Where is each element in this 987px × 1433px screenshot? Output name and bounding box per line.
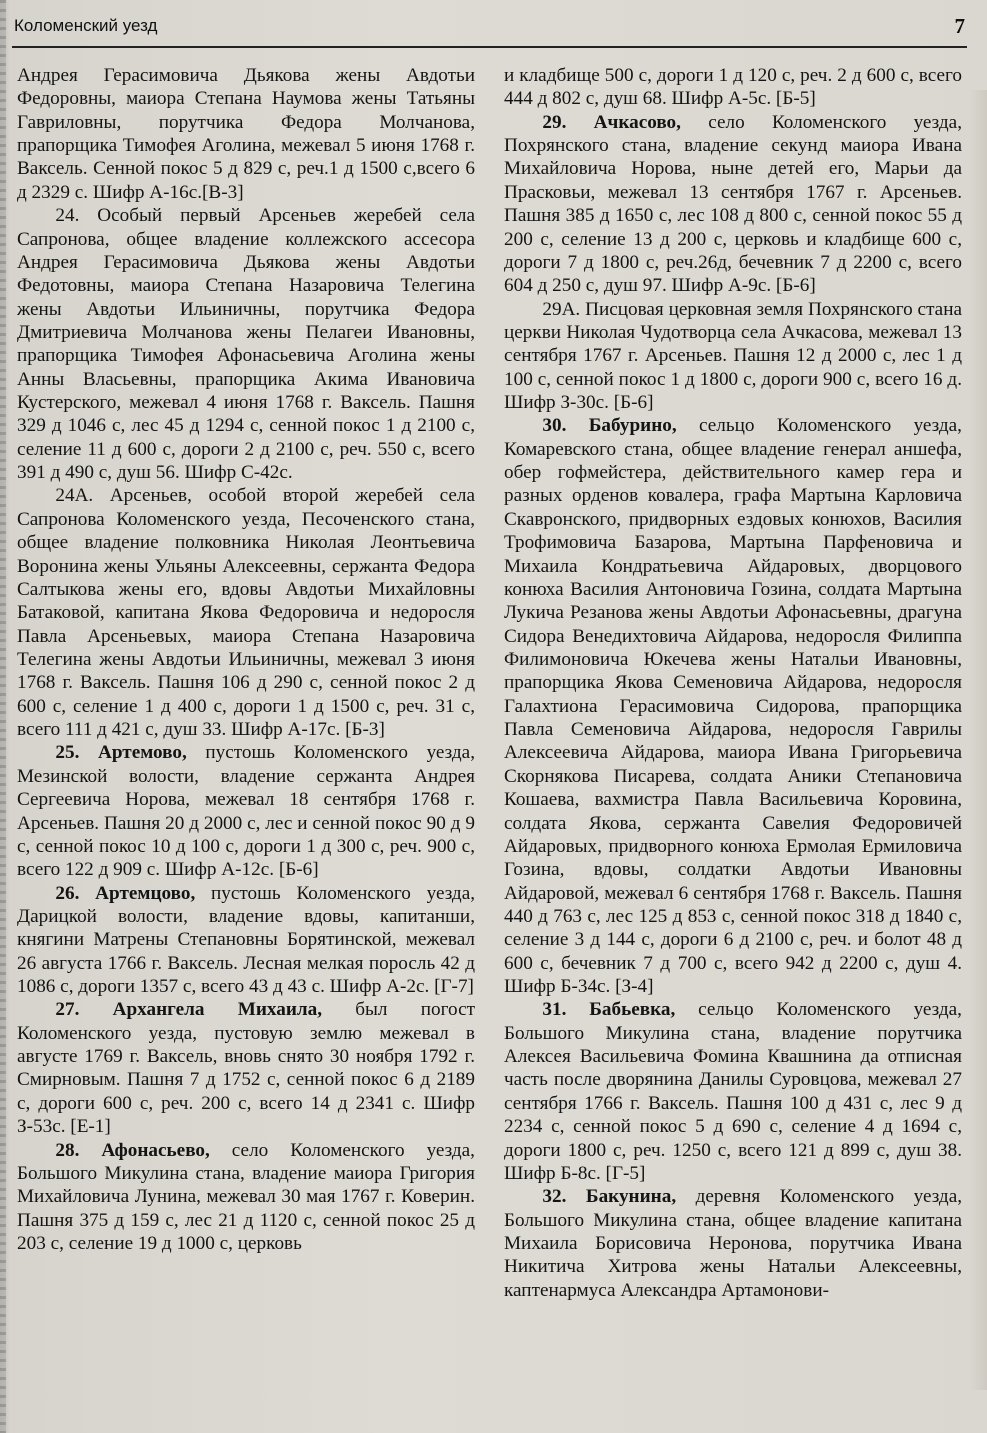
entry-name: 32. Бакунина, [542,1186,677,1208]
entry-text: Андрея Герасимовича Дьякова жены Авдотьи Федоровны, маиора Степана Наумова жены Татьяны Гавриловны, порутчика Федора Молчанова, прапорщика Тимофея Аголина, межевал 5 июня 1768 г. Ваксель. Сенной покос 5 д 829 с, реч.1 д 1500 с,всего 6 д 2329 с. Шифр А-16с.[В-3] [17,65,475,203]
entry-paragraph [504,1185,962,1302]
entry-paragraph [17,64,475,204]
running-head: Коломенский уезд [14,16,158,35]
entry-name: 26. Артемцово, [55,882,196,904]
page-header [12,14,967,42]
entry-paragraph [17,741,475,881]
entry-paragraph [17,998,475,1138]
entry-paragraph [504,64,962,111]
entry-name: 27. Архангела Михаила, [55,999,323,1021]
entry-name: 25. Артемово, [55,742,187,764]
header-rule [12,46,967,48]
entry-text: 24. Особый первый Арсеньев жеребей села Сапронова, общее владение коллежского ассесора Андрея Герасимовича Дьякова жены Авдотьи Федотовны, маиора Степана Назаровича Телегина жены Авдотьи Ильиничны, порутчика Федора Дмитриевича Молчанова жены Пелагеи Ивановны, прапорщика Тимофея Афонасьевича Аголина жены Анны Власьевны, прапорщика Акима Ивановича Кустерского, межевал 4 июня 1768 г. Ваксель. Пашня 329 д 1046 с, лес 45 д 1294 с, сенной покос 1 д 2100 с, селение 11 д 600 с, дороги 2 д 2100 с, реч. 550 с, всего 391 д 490 с, душ 56. Шифр С-42с. [17,205,475,484]
left-column [17,64,475,1255]
entry-name: 29. Ачкасово, [542,111,681,133]
entry-text: сельцо Коломенского уезда, Большого Микулина стана, владение порутчика Алексея Васильевича Фомина Квашнина да отписная часть после дворянина Данилы Суровцова, межевал 27 сентября 1766 г. Ваксель. Пашня 100 д 431 с, лес 9 д 2234 с, сенной покос 5 д 690 с, селение 4 д 1694 с, дороги 1800 с, реч. 1250 с, всего 121 д 899 с, душ 38. Шифр Б-8с. [Г-5] [504,999,962,1184]
entry-text: 24А. Арсеньев, особой второй жеребей села Сапронова Коломенского уезда, Песоченского стана, общее владение полковника Николая Леонтьевича Воронина жены Ульяны Алексеевны, сержанта Федора Салтыкова жены его, вдовы Авдотьи Михайловны Батаковой, капитана Якова Федоровича и недоросля Павла Арсеньевых, маиора Степана Назаровича Телегина жены Авдотьи Ильиничны, межевал 3 июня 1768 г. Ваксель. Пашня 106 д 290 с, сенной покос 2 д 600 с, селение 1 д 400 с, дороги 1 д 1500 с, реч. 31 с, всего 111 д 421 с, душ 33. Шифр А-17с. [Б-3] [17,485,475,741]
entry-text: 29А. Писцовая церковная земля Похрянского стана церкви Николая Чудотворца села Ачкасова, межевал 13 сентября 1767 г. Арсеньев. Пашня 12 д 2000 с, лес 1 д 100 с, сенной покос 1 д 1800 с, дороги 900 с, всего 16 д. Шифр З-30с. [Б-6] [504,298,962,414]
entry-text: пустошь Коломенского уезда, Дарицкой волости, владение вдовы, капитанши, княгини Матрены Степановны Борятинской, межевал 26 августа 1766 г. Ваксель. Лесная мелкая поросль 42 д 1086 с, дороги 1357 с, всего 43 д 43 с. Шифр А-2с. [Г-7] [17,882,476,998]
entry-text: деревня Коломенского уезда, Большого Микулина стана, общее владение капитана Михаила Борисовича Неронова, порутчика Ивана Никитича Хитрова жены Натальи Алексеевны, каптенармуса Александра Артамонови- [504,1186,963,1301]
entry-paragraph [504,998,962,1185]
entry-name: 31. Бабьевка, [542,999,676,1021]
entry-paragraph [17,1139,475,1256]
right-column [504,64,962,1302]
page-edge-shadow [969,90,987,1390]
entry-text: был погост Коломенского уезда, пустовую землю межевал в августе 1769 г. Ваксель, вновь снято 30 ноября 1792 г. Смирновым. Пашня 7 д 1752 с, сенной покос 6 д 2189 с, дороги 600 с, реч. 200 с, всего 14 д 2341 с. Шифр З-53с. [Е-1] [17,999,475,1138]
entry-text: и кладбище 500 с, дороги 1 д 120 с, реч. 2 д 600 с, всего 444 д 802 с, душ 68. Шифр А-5с. [Б-5] [504,65,962,110]
entry-paragraph [504,298,962,415]
entry-text: село Коломенского уезда, Большого Микулина стана, владение маиора Григория Михайловича Лунина, межевал 30 мая 1767 г. Коверин. Пашня 375 д 159 с, лес 21 д 1120 с, сенной покос 25 д 203 с, селение 19 д 1000 с, церковь [17,1139,475,1254]
entry-paragraph [17,204,475,484]
entry-paragraph [504,414,962,998]
entry-name: 28. Афонасьево, [55,1139,210,1161]
page-number: 7 [954,14,965,38]
entry-paragraph [17,484,475,741]
entry-name: 30. Бабурино, [542,415,677,437]
entry-paragraph [504,111,962,298]
book-spine-shadow [0,0,6,1433]
entry-text: село Коломенского уезда, Похрянского стана, владение секунд маиора Ивана Михайловича Норова, ныне детей его, Марьи да Прасковьи, межевал 13 сентября 1767 г. Арсеньев. Пашня 385 д 1650 с, лес 108 д 800 с, сенной покос 55 д 200 с, селение 13 д 200 с, церковь и кладбище 600 с, дороги 7 д 1800 с, реч.26д, бечевник 7 д 2200 с, всего 604 д 250 с, душ 97. Шифр А-9с. [Б-6] [504,111,962,297]
entry-text: сельцо Коломенского уезда, Комаревского стана, общее владение генерал аншефа, обер гофмейстера, действительного камер гера и разных орденов ковалера, графа Мартына Карловича Скавронского, придворных ездовых конюхов, Василия Трофимовича Базарова, Мартына Парфеновича и Михаила Кондратьевича Айдаровых, дворцового конюха Василия Антоновича Гозина, солдата Мартына Лукича Резанова жены Авдотьи Афонасьевны, драгуна Сидора Венедихтовича Айдарова, недоросля Филиппа Филимоновича Юкечева жены Натальи Ивановны, прапорщика Якова Семеновича Айдарова, недоросля Галахтиона Герасимовича Сидорова, прапорщика Павла Семеновича Айдарова, недоросля Гаврилы Алексеевича Айдарова, маиора Ивана Григорьевича Скорнякова Писарева, солдата Аники Степановича Кошаева, вахмистра Павла Васильевича Коровина, солдата Якова, сержанта Савелия Федоровичей Айдаровых, придворного конюха Ермолая Ермиловича Гозина, вдовы, солдатки Авдотьи Ивановны Айдаровой, межевал 6 сентября 1768 г. Ваксель. Пашня 440 д 763 с, лес 125 д 853 с, сенной покос 318 д 1840 с, селение 3 д 144 с, дороги 6 д 2100 с, реч. и болот 48 д 600 с, бечевник 7 д 700 с, всего 942 д 2200 с, душ 4. Шифр Б-34с. [З-4] [504,415,962,998]
entry-paragraph [17,882,475,999]
entry-text: пустошь Коломенского уезда, Мезинской волости, владение сержанта Андрея Сергеевича Норова, межевал 18 сентября 1768 г. Арсеньев. Пашня 20 д 2000 с, лес и сенной покос 90 д 9 с, сенной покос 10 д 100 с, дороги 1 д 300 с, реч. 900 с, всего 122 д 909 с. Шифр А-12с. [Б-6] [17,742,475,881]
